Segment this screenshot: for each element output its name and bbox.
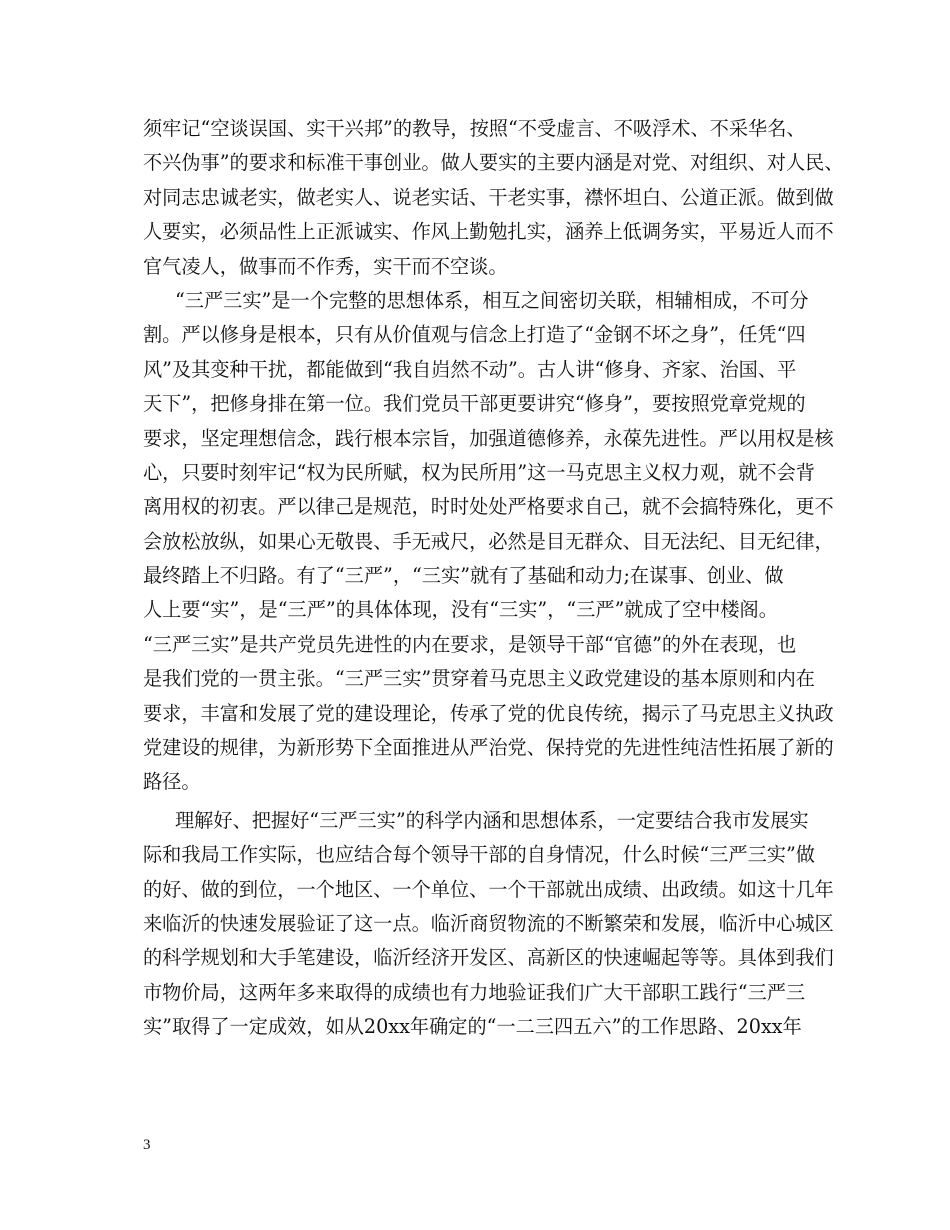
- text-line: 党建设的规律，为新形势下全面推进从严治党、保持党的先进性纯洁性拓展了新的: [143, 736, 834, 760]
- text-line: 际和我局工作实际，也应结合每个领导干部的自身情况，什么时候“三严三实”做: [143, 843, 815, 867]
- paragraph-first-line: 理解好、把握好“三严三实”的科学内涵和思想体系，一定要结合我市发展实: [175, 808, 809, 832]
- text-line: 实”取得了一定成效，如从20xx年确定的“一二三四五六”的工作思路、20xx年: [143, 1015, 802, 1039]
- paragraph-first-line: “三严三实”是一个完整的思想体系，相互之间密切关联，相辅相成，不可分: [175, 288, 809, 312]
- text-line: “三严三实”是共产党员先进性的内在要求，是领导干部“官德”的外在表现，也: [143, 632, 797, 656]
- text-line: 风”及其变种干扰，都能做到“我自岿然不动”。古人讲“修身、齐家、治国、平: [143, 357, 797, 381]
- text-line: 离用权的初衷。严以律己是规范，时时处处严格要求自己，就不会搞特殊化，更不: [143, 495, 834, 519]
- text-line: 的好、做的到位，一个地区、一个单位、一个干部就出成绩、出政绩。如这十几年: [143, 877, 834, 901]
- text-line: 割。严以修身是根本，只有从价值观与信念上打造了“金钢不坏之身”，任凭“四: [143, 323, 806, 347]
- text-line: 天下”，把修身排在第一位。我们党员干部更要讲究“修身”，要按照党章党规的: [143, 392, 806, 416]
- text-line: 来临沂的快速发展验证了这一点。临沂商贸物流的不断繁荣和发展，临沂中心城区: [143, 911, 834, 935]
- text-line: 是我们党的一贯主张。“三严三实”贯穿着马克思主义政党建设的基本原则和内在: [143, 667, 815, 691]
- text-line: 要求，坚定理想信念，践行根本宗旨，加强道德修养，永葆先进性。严以用权是核: [143, 426, 834, 450]
- text-line: 会放松放纵，如果心无敬畏、手无戒尺，必然是目无群众、目无法纪、目无纪律，: [143, 529, 834, 553]
- text-line: 人上要“实”，是“三严”的具体体现，没有“三实”，“三严”就成了空中楼阁。: [143, 598, 778, 622]
- text-line: 人要实，必须品性上正派诚实、作风上勤勉扎实，涵养上低调务实，平易近人而不: [143, 220, 834, 244]
- page-number: 3: [143, 1137, 151, 1153]
- text-line: 不兴伪事”的要求和标准干事创业。做人要实的主要内涵是对党、对组织、对人民、: [143, 151, 844, 175]
- text-line: 的科学规划和大手笔建设，临沂经济开发区、高新区的快速崛起等等。具体到我们: [143, 946, 834, 970]
- text-line: 市物价局，这两年多来取得的成绩也有力地验证我们广大干部职工践行“三严三: [143, 980, 806, 1004]
- text-line: 官气凌人，做事而不作秀，实干而不空谈。: [143, 254, 508, 278]
- text-line: 须牢记“空谈误国、实干兴邦”的教导，按照“不受虚言、不吸浮术、不采华名、: [143, 117, 806, 140]
- text-line: 心，只要时刻牢记“权为民所赋，权为民所用”这一马克思主义权力观，就不会背: [143, 460, 815, 484]
- body-text: [143, 112, 844, 1045]
- text-line: 要求，丰富和发展了党的建设理论，传承了党的优良传统，揭示了马克思主义执政: [143, 701, 834, 725]
- text-line: 路径。: [143, 770, 201, 794]
- text-line: 最终踏上不归路。有了“三严”，“三实”就有了基础和动力;在谋事、创业、做: [143, 564, 784, 588]
- text-line: 对同志忠诚老实，做老实人、说老实话、干老实事，襟怀坦白、公道正派。做到做: [143, 185, 834, 209]
